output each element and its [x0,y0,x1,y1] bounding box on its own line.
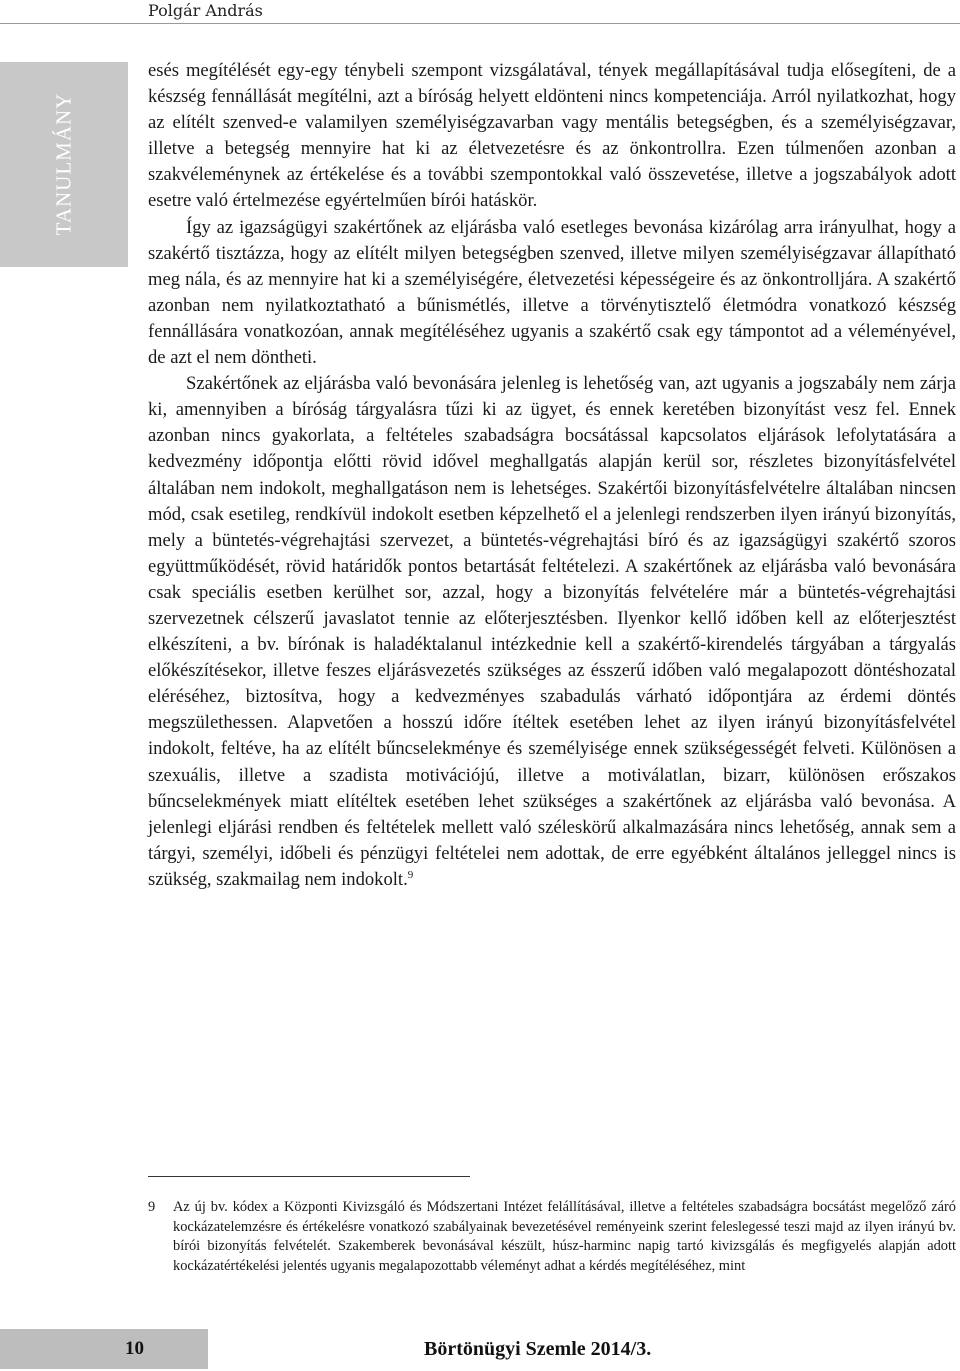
paragraph-1: esés megítélését egy-egy ténybeli szempont vizsgálatával, tények megállapításával tudja elősegíteni, de a készség fennállását megítélni, azt a bíróság helyett eldönteni nincs kompetenciája. Arról nyilatkozhat, hogy az elítélt szenved-e valamilyen személyiségzavarban vagy mentális betegségben, és a személyiségzavar, illetve a betegség mennyire hat ki az életvezetésre és az önkontrollra. Ezen túlmenően azonban a szakvéleménynek az értékelése és a további szempontokkal való összevetése, illetve a jogszabályok adott esetre való értelmezése egyértelműen bírói hatáskör. [148,60,956,212]
footnote-divider [148,1176,470,1177]
paragraph-2: Így az igazságügyi szakértőnek az eljárásba való esetleges bevonása kizárólag arra irányulhat, hogy a szakértő tisztázza, hogy az elítélt milyen betegségben szenved, illetve milyen személyiségzavar állapítható meg nála, és az mennyire hat ki a személyiségére, életvezetési képességeire és az önkontrolljára. A szakértő azonban nem nyilatkoztatható a bűnismétlés, illetve a törvénytisztelő életmódra vonatkozó készség fennállására vonatkozóan, annak megítéléséhez ugyanis a szakértő csak egy támpontot ad a véleményével, de azt el nem döntheti. [148,216,956,369]
paragraph-3 [148,371,956,893]
page-number: 10 [125,1338,144,1359]
footnote-number: 9 [148,1199,156,1215]
folio-bar [0,1329,208,1369]
journal-name: Börtönügyi Szemle 2014/3. [424,1338,652,1360]
footnote-9 [148,1198,956,1276]
footnote-reference[interactable]: 9 [407,868,414,881]
footnote-text: Az új bv. kódex a Központi Kivizsgáló és Módszertani Intézet felállításával, illetve a feltételes szabadságra bocsátást megelőző záró kockázatelemzésre és értékelésre vonatkozó szabályainak bevezetésével reményeink szerint feleslegessé teszi majd az ilyen irányú bv. bírói bizonyítás felvételét. Szakemberek bevonásával készült, húsz-harminc napig tartó kivizsgálás és megfigyelés alapján adott kockázatértékelési jelentés ugyanis megalapozottabb véleményt adhat a kérdés megítéléséhez, mint [173,1199,956,1274]
header-divider [0,23,960,24]
article-body [148,58,956,893]
section-tab [0,62,128,267]
section-tab-label: TANULMÁNY [51,92,76,236]
running-head-author: Polgár András [148,1,263,20]
paragraph-3-text: Szakértőnek az eljárásba való bevonására jelenleg is lehetőség van, azt ugyanis a jogszabály nem zárja ki, amennyiben a bíróság tárgyalásra tűzi ki az ügyet, és ennek keretében bizonyítást vesz fel. Ennek azonban nincs gyakorlata, a feltételes szabadságra bocsátással kapcsolatos eljárások lefolytatására a kedvezmény időpontja előtti rövid idővel meghallgatás alapján kerül sor, részletes bizonyításfelvétel általában nem indokolt, meghallgatáson nem is lehetséges. Szakértői bizonyításfelvételre általában nincsen mód, csak esetileg, rendkívül indokolt esetben képzelhető el a jelenlegi rendszerben ilyen irányú bizonyítás, mely a büntetés-végrehajtási szervezet, a büntetés-végrehajtási bíró és az igazságügyi szakértő szoros együttműködését, rövid határidők pontos betartását feltételezi. A szakértőnek az eljárásba való bevonására csak speciális esetben kerülhet sor, azzal, hogy a bizonyítás felvételére már a büntetés-végrehajtási szervezetnek célszerű javaslatot tennie az előterjesztésben. Ilyenkor kellő időben kell az előterjesztést elkészíteni, a bv. bírónak is haladéktalanul intézkednie kell a szakértő-kirendelés tárgyában a tárgyalás előkészítésekor, illetve feszes eljárásvezetés szükséges az ésszerű időben való megalapozott döntéshozatal eléréséhez, biztosítva, hogy a kedvezményes szabadulás várható időpontjára az érdemi döntés megszülethessen. Alapvetően a hosszú időre ítéltek esetében lehet az ilyen irányú bizonyításfelvétel indokolt, feltéve, ha az elítélt bűncselekménye és személyisége ennek szükségességét felveti. Különösen a szexuális, illetve a szadista motivációjú, illetve a motiválatlan, bizarr, különösen erőszakos bűncselekmények miatt elítéltek esetében lehet szükséges a szakértőnek az eljárásba való bevonása. A jelenlegi eljárási rendben és feltételek mellett való széleskörű alkalmazására nincs lehetőség, annak sem a tárgyi, személyi, időbeli és pénzügyi feltételei nem adottak, de erre egyébként általános jelleggel nincs is szükség, szakmailag nem indokolt. [148,373,956,890]
